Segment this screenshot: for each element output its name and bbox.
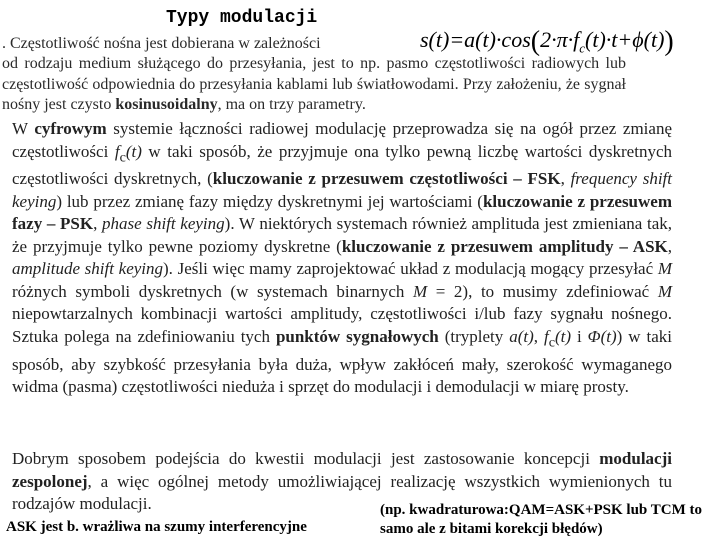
p2-s8: , (667, 236, 672, 256)
p3-b1: modulacji zespolonej (12, 449, 672, 491)
intro-line: . Częstotliwość nośna jest dobierana w zależności (2, 35, 321, 52)
p2-b1: cyfrowym (34, 119, 107, 138)
p2-i8: a(t) (509, 326, 534, 346)
p3-s1: Dobrym sposobem podejścia do kwestii modulacji jest zastosowanie koncepcji (12, 449, 600, 468)
p2-s15: i (571, 326, 588, 346)
p2-s3: w taki sposób, że przyjmuje ona tylko pewną liczbę wartości dyskretnych częstotliwości dyskretnych, ( (12, 141, 672, 189)
formula-sub: c (579, 40, 586, 56)
p2-s1: W (12, 119, 35, 138)
p2-i9b: (t) (554, 326, 572, 346)
formula-lhs: s(t)=a(t)·cos (420, 27, 531, 52)
p2-b3-psk: kluczowanie z przesuwem fazy – PSK (12, 191, 672, 234)
formula-tail: (t)·t+ϕ(t) (585, 27, 665, 52)
formula-mid: 2·π· (540, 27, 574, 52)
p2-s13: (tryplety (438, 326, 510, 346)
p2-s16: ) w taki sposób, aby szybkość przesyłania była duża, wpływ zakłóceń mały, szerokość wymaganego widma (pasma) częstotliwości nieduża i sprzęt do modulacji i demodulacji w miarę prosty. (12, 326, 673, 397)
p2-i1b: (t) (125, 141, 142, 161)
page-title: Typy modulacji (166, 8, 318, 28)
p3-s2: , a więc ogólnej metody umożliwiającej realizację wszystkich wymienionych tu rodzajów modulacji. (12, 471, 672, 513)
p2-sub1: c (119, 148, 126, 165)
p2-i6: M (412, 281, 428, 301)
p2-s11: = 2), to musimy zdefiniować (427, 281, 658, 301)
note-ask-noise: ASK jest b. wrażliwa na szumy interferencyjne (6, 519, 307, 535)
p2-s12: niepowtarzalnych kombinacji wartości amplitudy, częstotliwości i/lub fazy sygnału nośnego. Sztuka polega na zdefiniowaniu tych (12, 304, 672, 346)
p2-i7: M (657, 281, 672, 301)
intro-bold: kosinusoidalny (115, 96, 218, 113)
p2-s4: , (560, 169, 571, 189)
p2-s6: , (93, 214, 103, 234)
p2-s14: , (533, 326, 544, 346)
p2-i9: f (543, 326, 549, 346)
p2-i2: frequency shift keying (12, 169, 672, 211)
p2-i4: amplitude shift keying (12, 259, 164, 279)
p2-i10: Φ(t) (587, 326, 617, 346)
note-qam-tcm: (np. kwadraturowa:QAM=ASK+PSK lub TCM to samo ale z bitami korekcji błędów) (380, 501, 715, 539)
p2-b4-ask: kluczowanie z przesuwem amplitudy – ASK (341, 236, 668, 256)
p2-i5: M (657, 259, 672, 279)
p2-b5: punktów sygnałowych (275, 326, 439, 346)
intro-text-a: od rodzaju medium służącego do przesyłania, jest to np. pasmo częstotliwości radiowych lub częstotliwość odpowiednia do przesyłania kablami lub światłowodami. Przy założeniu, że sygnał nośny jest czysto (2, 55, 626, 113)
p2-b2-fsk: kluczowanie z przesuwem częstotliwości – FSK (212, 169, 561, 189)
formula-close-paren: ) (664, 26, 674, 57)
intro-text-b: , ma on trzy parametry. (217, 96, 366, 113)
formula-open-paren: ( (530, 26, 541, 57)
paragraph-digital-modulation (12, 118, 672, 399)
p2-s5: ) lub przez zmianę fazy między dyskretnymi jej wartościami ( (56, 191, 483, 211)
formula-f: f (573, 27, 580, 52)
p2-s2: systemie łączności radiowej modulację przeprowadza się na ogół przez zmianę częstotliwości (12, 119, 672, 161)
p2-s10: różnych symboli dyskretnych (w systemach binarnych (12, 281, 413, 301)
p2-i1: f (114, 141, 120, 161)
p2-s7: ). W niektórych systemach również amplituda jest zmieniana tak, że przyjmuje tylko pewne poziomy dyskretne ( (12, 214, 673, 256)
p2-s9: ). Jeśli więc mamy zaprojektować układ z modulacją mogący przesyłać (163, 259, 658, 279)
p2-i3: phase shift keying (102, 214, 225, 234)
intro-paragraph (2, 54, 626, 116)
p2-sub9: c (548, 334, 555, 351)
